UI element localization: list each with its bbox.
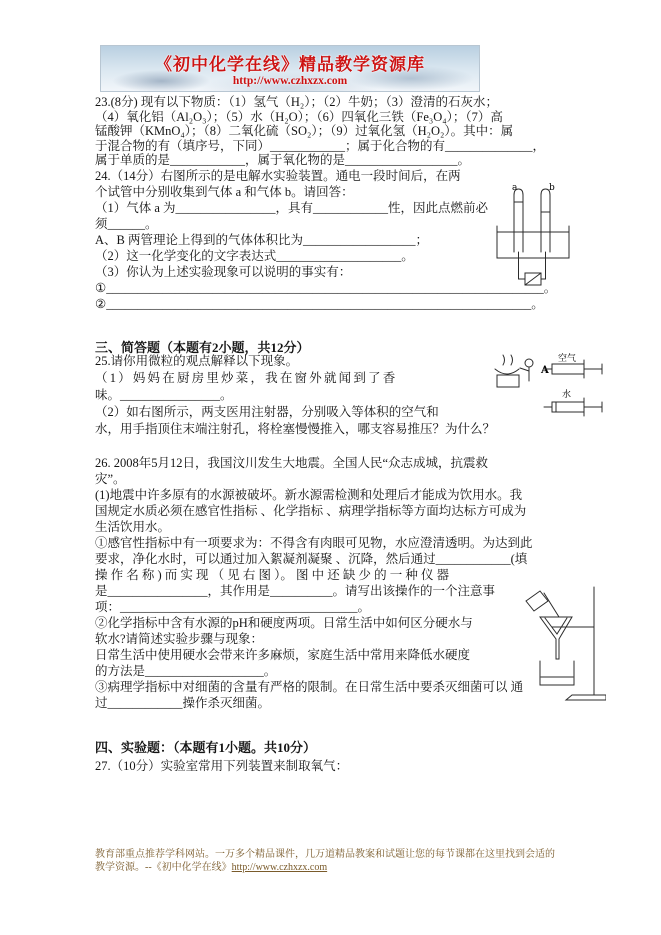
text-line: ①______________________________________________________________________。 (95, 281, 557, 295)
text-line: 日常生活中使用硬水会带来许多麻烦，家庭生活中常用来降低水硬度 (95, 648, 471, 662)
stand-base (566, 695, 606, 700)
section-heading: 四、实验题：（本题有1小题。共10分） (95, 740, 317, 755)
footer-line-2 (95, 861, 570, 874)
text-line: 水，用手指顶住末端注射孔，将栓塞慢慢推入，哪支容易推压？为什么？ (95, 422, 496, 436)
text-line: （2）如右图所示，两支医用注射器，分别吸入等体积的空气和 (95, 405, 439, 419)
site-banner (100, 45, 480, 92)
question-27 (95, 756, 577, 774)
glass-rod (544, 593, 559, 617)
text-line: 国规定水质必须在感官性指标 、化学指标 、病理学指标等方面均达标方可成为 (95, 504, 527, 518)
text-line: 25.请你用微粒的观点解释以下现象。 (95, 354, 299, 368)
text-line: 要求，净化水时，可以通过加入絮凝剂凝聚 、沉降，然后通过____________(填 (95, 552, 528, 566)
wok-outline (495, 369, 519, 374)
page-footer (95, 848, 570, 874)
footer-line-2-text: 教学资源。--《初中化学在线》 (95, 862, 232, 873)
section-heading: 三、简答题（本题有2小题，共12分） (95, 340, 310, 355)
text-line: （4）氧化铝（Al₂O₃）；（5）水（H₂O）；（6）四氧化三铁（Fe₃O₄）；（7）高 (95, 109, 503, 124)
person-head (525, 359, 533, 367)
text-line: 的方法是___________________。 (95, 664, 277, 678)
text-line: 生活饮用水。 (95, 520, 171, 534)
text-line: 是________________，其作用是__________。请写出该操作的一个注意事 (95, 584, 496, 598)
text-line: (1)地震中许多原有的水源被破坏。新水源需检测和处理后才能成为饮用水。我 (95, 488, 523, 502)
filtration-apparatus-figure (514, 583, 606, 705)
trough-outline (497, 226, 569, 258)
syringes-figure (540, 352, 616, 436)
text-line: ①感官性指标中有一项要求为：不得含有肉眼可见物，水应澄清透明。为达到此 (95, 536, 533, 550)
text-line: （1）气体 a 为________________，具有____________性，因此点燃前必 (95, 201, 489, 215)
text-line: 23.(8分) 现有以下物质：（1）氢气（H₂）；（2）牛奶；（3）澄清的石灰水； (95, 95, 498, 109)
text-line: （1）妈妈在厨房里炒菜，我在窗外就闻到了香 (95, 371, 398, 385)
syringe-barrel (552, 364, 584, 374)
text-line: 味。________________。 (95, 388, 233, 402)
cooking-figure (487, 351, 537, 397)
text-line: （3）你认为上述实验现象可以说明的事实有： (95, 265, 352, 279)
question-26 (95, 455, 577, 711)
person-arm (520, 368, 529, 371)
text-line: 灾”。 (95, 472, 126, 486)
text-line: （2）这一化学变化的文字表达式____________________。 (95, 249, 414, 263)
text-line: ③病理学指标中对细菌的含量有严格的限制。在日常生活中要杀灭细菌可以 通 (95, 680, 524, 694)
water-label: 水 (562, 390, 572, 400)
tube-b-label: b (549, 183, 555, 193)
text-line: A、B 两管理论上得到的气体体积比为__________________； (95, 233, 428, 247)
air-label: 空气 (558, 354, 577, 364)
funnel-outline (540, 617, 572, 659)
text-line: ②____________________________________________________________________。 (95, 297, 544, 311)
section-4-heading (95, 737, 577, 756)
text-line: 软水?请简述实验步骤与现象： (95, 632, 264, 646)
tube-a-outline (514, 189, 523, 252)
text-line: 须______。 (95, 217, 158, 231)
text-line: ②化学指标中含有水源的pH和硬度两项。日常生活中如何区分硬水与 (95, 616, 473, 630)
text-line: 于混合物的有（填序号，下同）____________；属于化合物的有______________， (95, 138, 546, 153)
banner-title: 《初中化学在线》精品教学资源库 (155, 55, 425, 74)
syringe-barrel (552, 402, 584, 412)
text-line: 26. 2008年5月12日，我国汶川发生大地震。全国人民“众志成城，抗震救 (95, 456, 489, 470)
footer-url-link[interactable]: http://www.czhxzx.com (231, 862, 328, 873)
electrolysis-apparatus-figure (487, 182, 579, 290)
wire-left (519, 252, 526, 279)
text-line: 项：______________________________________。 (95, 600, 371, 614)
battery-slash (525, 273, 541, 285)
steam-line (511, 355, 513, 365)
text-line: 锰酸钾（KMnO₄）；（8）二氧化硫（SO₂）；（9）过氧化氢（H₂O₂）。其中：属 (95, 124, 514, 138)
tube-a-label: a (512, 183, 518, 193)
text-line: 27.（10分）实验室常用下列装置来制取氧气： (95, 759, 349, 773)
text-line: 属于单质的是____________，属于氧化物的是__________________。 (95, 153, 471, 167)
text-line: 24.（14分）右图所示的是电解水实验装置。通电一段时间后，在两 (95, 169, 461, 183)
question-23 (95, 95, 577, 168)
text-line: 操 作 名 称 ) 而 实 现 （ 见 右 图 ）。 图 中 还 缺 少 的 一 种 仪 器 (95, 568, 450, 582)
text-line: 个试管中分别收集到气体 a 和气体 b。请回答： (95, 185, 354, 199)
text-line: 过____________操作杀灭细菌。 (95, 696, 271, 710)
beaker-outline (540, 661, 574, 685)
wire-right (541, 252, 546, 279)
tube-b-outline (541, 189, 550, 252)
footer-line-1: 教育部重点推荐学科网站。一万多个精品课件，几万道精品教案和试题让您的每节课都在这里找到会适的 (95, 849, 555, 860)
banner-url-link[interactable]: http://www.czhxzx.com (232, 75, 348, 87)
stove-outline (497, 375, 519, 387)
syringe-a-label: A (541, 365, 549, 376)
steam-line (503, 355, 505, 365)
